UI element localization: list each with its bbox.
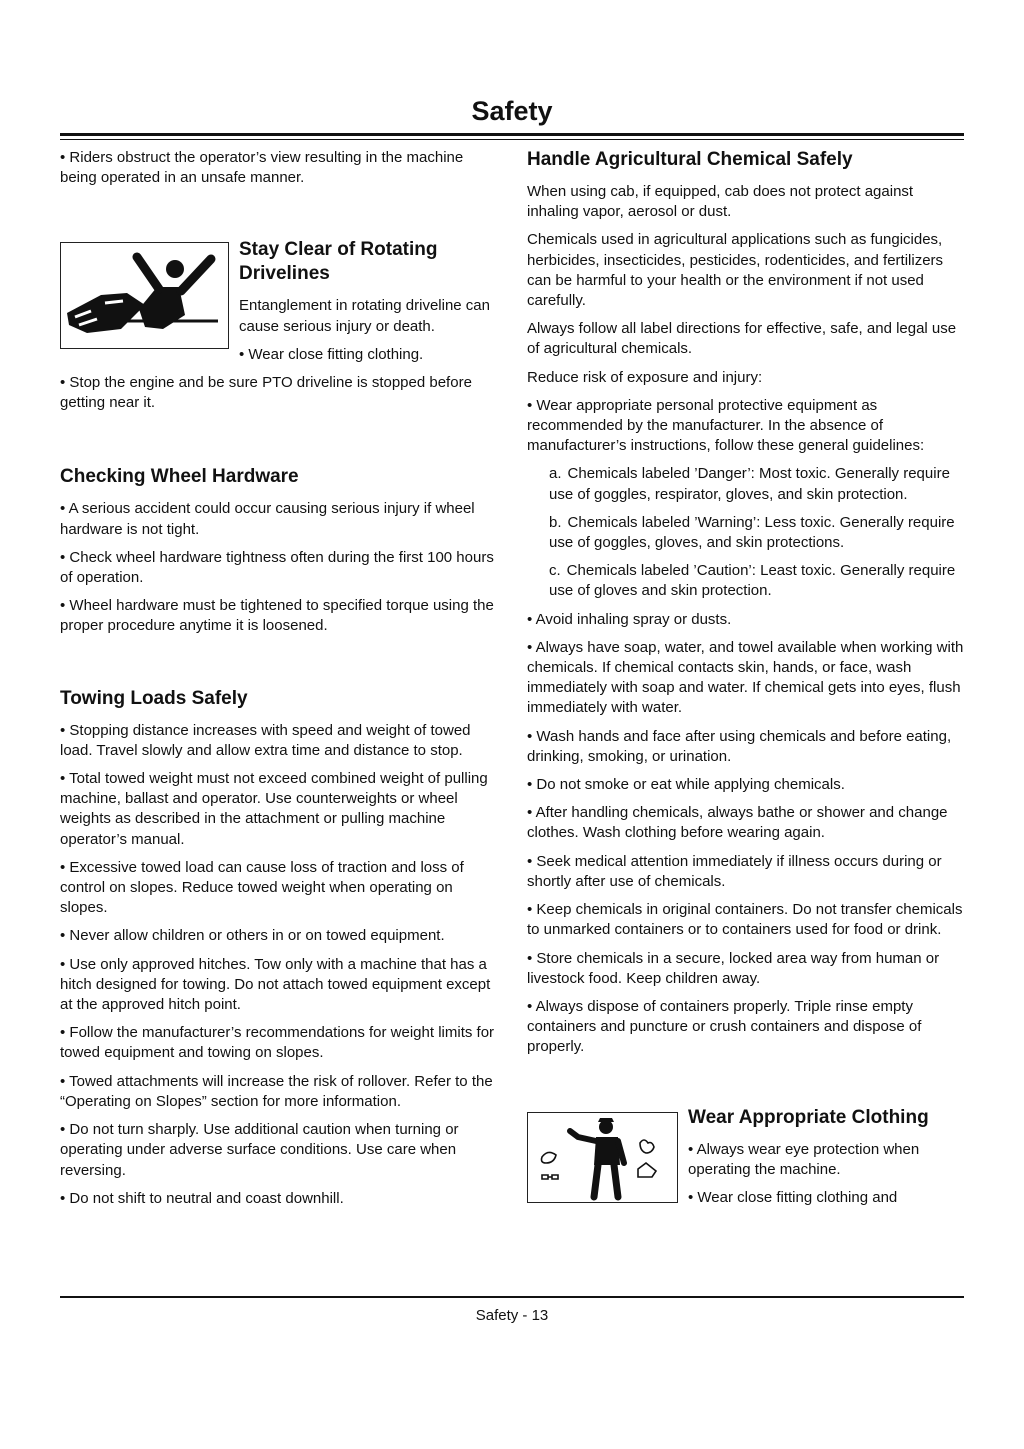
driveline-text bbox=[239, 238, 495, 373]
header-rule-thin bbox=[60, 139, 964, 140]
list-item: • Follow the manufacturer’s recommendations for weight limits for towed equipment and towing on slopes. bbox=[60, 1024, 495, 1062]
clothing-heading: Wear Appropriate Clothing bbox=[688, 1106, 929, 1128]
towing-heading: Towing Loads Safely bbox=[60, 687, 248, 709]
list-item: • Check wheel hardware tightness often during the first 100 hours of operation. bbox=[60, 548, 494, 587]
header-rule bbox=[60, 133, 964, 136]
list-item: • Wash hands and face after using chemicals and before eating, drinking, smoking, or urination. bbox=[527, 727, 952, 765]
list-item: • Always have soap, water, and towel available when working with chemicals. If chemical contacts skin, hands, or face, wash immediately with soap and water. If chemical gets into eyes, flush immediately with water. bbox=[527, 638, 964, 717]
list-item: • After handling chemicals, always bathe or shower and change clothes. Wash clothing before wearing again. bbox=[527, 804, 948, 842]
sublist-item bbox=[527, 513, 964, 553]
left-column bbox=[60, 148, 495, 1217]
driveline-heading: Stay Clear of Rotating Drivelines bbox=[239, 239, 438, 285]
list-item: • Never allow children or others in or on towed equipment. bbox=[60, 927, 445, 945]
list-item: • Wear close fitting clothing and bbox=[688, 1188, 898, 1206]
list-item: • A serious accident could occur causing serious injury if wheel hardware is not tight. bbox=[60, 500, 475, 538]
chemical-paragraph: Reduce risk of exposure and injury: bbox=[527, 368, 763, 386]
driveline-body: Entanglement in rotating driveline can cause serious injury or death. bbox=[239, 297, 490, 335]
sublist-text: Chemicals labeled ’Danger’: Most toxic. Generally require use of goggles, respirator, gloves, and skin protection. bbox=[549, 465, 950, 503]
sublist-letter: a. bbox=[549, 465, 562, 483]
list-item: • Do not shift to neutral and coast downhill. bbox=[60, 1189, 344, 1207]
sublist-item bbox=[527, 464, 964, 504]
list-item: • Always dispose of containers properly. Triple rinse empty containers and puncture or crush containers and dispose of properly. bbox=[527, 997, 922, 1056]
chemical-paragraph: Chemicals used in agricultural applications such as fungicides, herbicides, insecticides, pesticides, rodenticides, and fertilizers can be harmful to your health or the environment if not used carefully. bbox=[527, 231, 944, 310]
driveline-section bbox=[60, 238, 495, 373]
list-item: • Seek medical attention immediately if illness occurs during or shortly after use of chemicals. bbox=[527, 852, 942, 890]
sublist-text: Chemicals labeled ’Caution’: Least toxic. Generally require use of gloves and skin protection. bbox=[549, 562, 956, 600]
list-item: • Towed attachments will increase the risk of rollover. Refer to the “Operating on Slopes” section for more information. bbox=[60, 1072, 493, 1110]
list-item: • Always wear eye protection when operating the machine. bbox=[688, 1140, 920, 1178]
chemical-paragraph: • Wear appropriate personal protective equipment as recommended by the manufacturer. In the absence of manufacturer’s instructions, follow these general guidelines: bbox=[527, 396, 925, 455]
wheel-heading: Checking Wheel Hardware bbox=[60, 466, 299, 488]
right-column bbox=[527, 148, 964, 1216]
sublist-letter: c. bbox=[549, 562, 561, 580]
list-item: • Stop the engine and be sure PTO driveline is stopped before getting near it. bbox=[60, 374, 472, 412]
list-item: • Store chemicals in a secure, locked area way from human or livestock food. Keep children away. bbox=[527, 949, 940, 987]
riders-bullet: • Riders obstruct the operator’s view resulting in the machine being operated in an unsafe manner. bbox=[60, 149, 464, 187]
clothing-text bbox=[688, 1106, 964, 1217]
list-item: • Do not smoke or eat while applying chemicals. bbox=[527, 776, 845, 794]
sublist-item bbox=[527, 561, 964, 601]
list-item: • Stopping distance increases with speed and weight of towed load. Travel slowly and allow extra time and distance to stop. bbox=[60, 721, 471, 759]
clothing-section bbox=[527, 1106, 964, 1217]
list-item: • Total towed weight must not exceed combined weight of pulling machine, ballast and operator. Use counterweights or wheel weights as described in the attachment or pulling machine operator’s manual. bbox=[60, 770, 488, 848]
sublist-letter: b. bbox=[549, 513, 562, 531]
page-title: Safety bbox=[471, 96, 553, 126]
chemical-heading: Handle Agricultural Chemical Safely bbox=[527, 149, 853, 170]
page-number: Safety - 13 bbox=[475, 1307, 549, 1324]
driveline-entanglement-icon bbox=[60, 242, 229, 349]
list-item: • Use only approved hitches. Tow only with a machine that has a hitch designed for towing. Do not attach towed equipment except at the approved hitch point. bbox=[60, 955, 491, 1014]
sublist-text: Chemicals labeled ’Warning’: Less toxic. Generally require use of goggles, gloves, and skin protections. bbox=[549, 513, 955, 552]
chemical-paragraph: Always follow all label directions for effective, safe, and legal use of agricultural chemicals. bbox=[527, 320, 957, 358]
list-item: • Wear close fitting clothing. bbox=[239, 345, 424, 363]
list-item: • Excessive towed load can cause loss of traction and loss of control on slopes. Reduce towed weight when operating on slopes. bbox=[60, 858, 464, 917]
footer-rule bbox=[60, 1296, 964, 1298]
list-item: • Keep chemicals in original containers. Do not transfer chemicals to unmarked containers or to containers used for food or drink. bbox=[527, 901, 963, 939]
protective-clothing-icon bbox=[527, 1112, 678, 1203]
list-item: • Wheel hardware must be tightened to specified torque using the proper procedure anytime it is loosened. bbox=[60, 597, 494, 635]
list-item: • Do not turn sharply. Use additional caution when turning or operating under adverse surface conditions. Use care when reversing. bbox=[60, 1121, 459, 1179]
list-item: • Avoid inhaling spray or dusts. bbox=[527, 610, 732, 628]
chemical-paragraph: When using cab, if equipped, cab does not protect against inhaling vapor, aerosol or dust. bbox=[527, 183, 914, 221]
